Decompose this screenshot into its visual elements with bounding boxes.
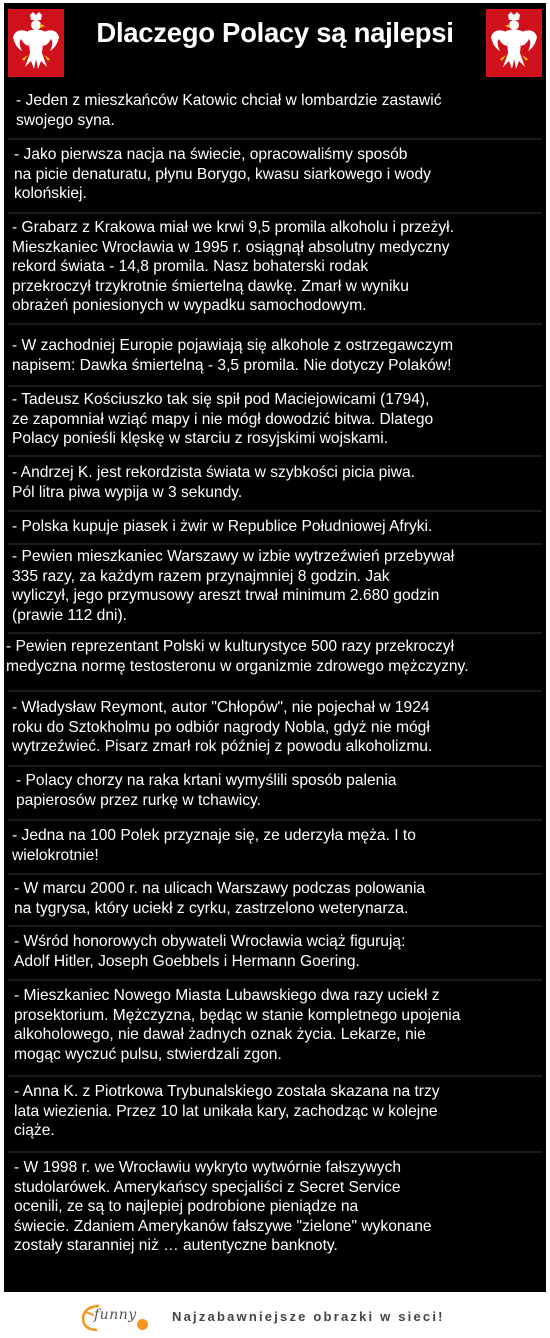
footer-tagline: Najzabawniejsze obrazki w sieci! (172, 1309, 445, 1324)
fact-item: - Jako pierwsza nacja na świecie, opracowaliśmy sposób na picie denaturatu, płynu Borygo, kwasu siarkowego i wody kolońskiej. (14, 146, 431, 202)
fact-item: - W zachodniej Europie pojawiają się alkohole z ostrzegawczym napisem: Dawka śmiertelną - 3,5 promila. Nie dotyczy Polaków! (12, 337, 454, 374)
divider (8, 138, 542, 140)
divider (8, 385, 542, 387)
divider (8, 543, 542, 545)
logo-text: funny (94, 1307, 137, 1323)
fact-item: - Grabarz z Krakowa miał we krwi 9,5 promila alkoholu i przeżył. Mieszkaniec Wrocławia w 1995 r. osiągnął absolutny medyczny rekord świata - 14,8 promila. Nasz bohaterski rodak przekroczył trzykrotnie śmiertelną dawkę. Zmarł w wyniku obrażeń poniesionych w wypadku samochodowym. (12, 219, 454, 314)
fact-item: - Polacy chorzy na raka krtani wymyślili sposób palenia papierosów przez rurkę w tchawicy. (16, 772, 397, 809)
fact-item: - Polska kupuje piasek i żwir w Republice Południowej Afryki. (12, 518, 433, 535)
fact-item: - Pewien mieszkaniec Warszawy w izbie wytrzeźwień przebywał 335 razy, za każdym razem przynajmniej 8 godzin. Jak wyliczył, jego przymusowy areszt trwał minimum 2.680 godzin (prawie 112 dni). (12, 548, 455, 624)
fact-item: - Jeden z mieszkańców Katowic chciał w lombardzie zastawić swojego syna. (16, 92, 442, 129)
divider (8, 1075, 542, 1077)
divider (8, 323, 542, 325)
poster-title: Dlaczego Polacy są najlepsi (96, 17, 454, 48)
divider (8, 510, 542, 512)
fact-item: - Tadeusz Kościuszko tak się spił pod Maciejowicami (1794), ze zapomniał wziąć mapy i nie mógł dowodzić bitwa. Dlatego Polacy ponieśli klęskę w starciu z rosyjskimi wojskami. (12, 391, 434, 447)
divider (8, 690, 542, 692)
divider (8, 1151, 542, 1153)
fact-item: - W marcu 2000 r. na ulicach Warszawy podczas polowania na tygrysa, który uciekł z cyrku, zastrzelono weterynarza. (14, 880, 426, 917)
smiley-icon (137, 1319, 148, 1330)
white-eagle-icon (486, 9, 542, 77)
divider (8, 819, 542, 821)
poster (4, 3, 546, 1292)
site-footer (0, 1297, 550, 1338)
fact-item: - W 1998 r. we Wrocławiu wykryto wytwórnie fałszywych studolarówek. Amerykańscy specjaliści z Secret Service ocenili, ze są to najlepiej podrobione pieniądze na świecie. Zdaniem Amerykanów fałszywe "zielone" wykonane zostały staranniej niż … autentyczne banknoty. (14, 1159, 432, 1254)
divider (8, 212, 542, 214)
divider (8, 925, 542, 927)
fact-item: - Anna K. z Piotrkowa Trybunalskiego została skazana na trzy lata wiezienia. Przez 10 lat unikała kary, zachodząc w kolejne ciąże. (14, 1083, 440, 1139)
white-eagle-icon (8, 9, 64, 77)
divider (8, 979, 542, 981)
divider (8, 455, 542, 457)
divider (8, 632, 542, 634)
divider (8, 873, 542, 875)
fact-item: - Wśród honorowych obywateli Wrocławia wciąż figurują: Adolf Hitler, Joseph Goebbels i Hermann Goering. (14, 933, 406, 970)
fact-item: - Andrzej K. jest rekordzista świata w szybkości picia piwa. Pól litra piwa wypija w 3 sekundy. (12, 464, 415, 501)
fact-item: - Władysław Reymont, autor "Chłopów", nie pojechał w 1924 roku do Sztokholmu po odbiór nagrody Nobla, gdyż nie mógł wytrzeźwieć. Pisarz zmarł rok później z powodu alkoholizmu. (12, 699, 433, 755)
fact-item: - Mieszkaniec Nowego Miasta Lubawskiego dwa razy uciekł z prosektorium. Mężczyzna, będąc w stanie kompletnego upojenia alkoholowego, nie dawał żadnych oznak życia. Lekarze, nie mogąc wyczuć pulsu, stwierdzali zgon. (14, 987, 461, 1063)
funny-logo[interactable] (78, 1303, 174, 1333)
divider (8, 765, 542, 767)
fact-item: - Pewien reprezentant Polski w kulturystyce 500 razy przekroczył medyczna normę testosteronu w organizmie zdrowego mężczyzny. (6, 638, 469, 675)
fact-item: - Jedna na 100 Polek przyznaje się, ze uderzyła męża. I to wielokrotnie! (12, 827, 416, 864)
poster-header (4, 3, 546, 83)
